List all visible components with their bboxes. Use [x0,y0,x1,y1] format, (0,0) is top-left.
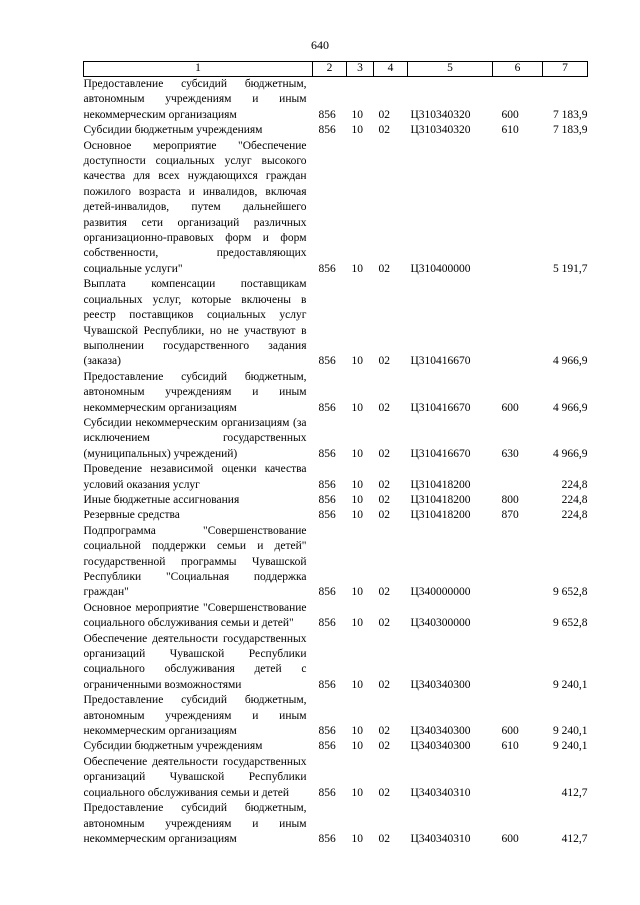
row-ministry: 856 [318,401,336,414]
row-target: Ц310416670 [410,355,471,368]
row-ministry: 856 [318,725,336,738]
table-row [84,693,588,739]
row-subsection: 02 [378,509,390,522]
row-section: 10 [351,617,363,630]
row-type [493,524,543,601]
row-ministry: 856 [318,617,336,630]
row-amount: 9 652,8 [553,586,588,599]
header-col-7: 7 [543,62,588,77]
row-amount: 224,8 [561,493,588,506]
row-subsection: 02 [378,355,390,368]
row-name: Проведение независимой оценки качества условий оказания услуг [83,463,307,491]
row-type: 870 [501,509,519,522]
row-subsection: 02 [378,493,390,506]
row-ministry: 856 [318,740,336,753]
header-row [84,62,588,77]
page-number: 640 [311,38,329,52]
row-subsection: 02 [378,678,390,691]
row-type [493,601,543,632]
row-amount: 9 240,1 [553,725,588,738]
row-section: 10 [351,586,363,599]
row-target: Ц340340300 [410,678,471,691]
row-name: Основное мероприятие "Совершенствование социального обслуживания семьи и детей" [83,601,307,630]
row-amount: 224,8 [561,509,588,522]
row-amount: 412,7 [561,786,588,799]
row-subsection: 02 [378,262,390,275]
row-type: 610 [501,740,519,753]
row-target: Ц310416670 [410,447,471,460]
row-target: Ц340340310 [410,832,471,845]
row-target: Ц310418200 [410,478,471,491]
row-subsection: 02 [378,786,390,799]
row-target: Ц310400000 [410,262,471,275]
header-col-1: 1 [84,62,313,77]
header-col-2: 2 [313,62,347,77]
row-type [493,755,543,801]
row-amount: 7 183,9 [553,124,588,137]
table-row [84,524,588,601]
row-amount: 4 966,9 [553,447,588,460]
table-row [84,739,588,754]
table-row [84,632,588,694]
row-section: 10 [351,493,363,506]
row-type: 800 [501,493,519,506]
row-name: Подпрограмма "Совершенствование социальной поддержки семьи и детей" государственной программы Чувашской Республики "Социальная поддержка граждан" [83,524,307,599]
row-subsection: 02 [378,725,390,738]
row-section: 10 [351,108,363,121]
row-amount: 4 966,9 [553,401,588,414]
row-name: Предоставление субсидий бюджетным, автономным учреждениям и иным некоммерческим организациям [83,78,307,121]
table-row [84,77,588,124]
row-target: Ц310418200 [410,493,471,506]
row-ministry: 856 [318,124,336,137]
row-section: 10 [351,725,363,738]
row-subsection: 02 [378,447,390,460]
row-amount: 7 183,9 [553,108,588,121]
row-type: 600 [501,832,519,845]
row-target: Ц340340300 [410,740,471,753]
row-ministry: 856 [318,447,336,460]
row-ministry: 856 [318,786,336,799]
row-target: Ц340340310 [410,786,471,799]
row-section: 10 [351,832,363,845]
table-row [84,508,588,523]
row-subsection: 02 [378,740,390,753]
row-subsection: 02 [378,586,390,599]
row-subsection: 02 [378,108,390,121]
row-subsection: 02 [378,401,390,414]
row-name: Обеспечение деятельности государственных организаций Чувашской Республики социального обслуживания детей с ограниченными возможностями [83,632,307,691]
row-subsection: 02 [378,832,390,845]
row-section: 10 [351,786,363,799]
row-type [493,462,543,493]
row-amount: 9 240,1 [553,678,588,691]
row-amount: 412,7 [561,832,588,845]
row-section: 10 [351,509,363,522]
row-subsection: 02 [378,124,390,137]
row-name: Иные бюджетные ассигнования [83,493,240,506]
row-name: Предоставление субсидий бюджетным, автономным учреждениям и иным некоммерческим организациям [83,802,307,845]
row-type: 600 [501,725,519,738]
row-type: 600 [501,401,519,414]
table-row [84,123,588,138]
row-amount: 224,8 [561,478,588,491]
row-name: Основное мероприятие "Обеспечение доступности социальных услуг высокого качества для всех нуждающихся граждан пожилого возраста и инвалидов, включая детей-инвалидов, путем дальнейшего развития сети организаций различных организационно-правовых форм и форм собственности, предоставляющих социальные услуги" [83,139,307,275]
row-name: Обеспечение деятельности государственных организаций Чувашской Республики социального обслуживания семьи и детей [83,755,307,799]
row-target: Ц340340300 [410,725,471,738]
row-subsection: 02 [378,478,390,491]
row-ministry: 856 [318,586,336,599]
table-row [84,801,588,847]
row-section: 10 [351,355,363,368]
header-col-5: 5 [408,62,493,77]
table-row [84,601,588,632]
table-row [84,493,588,508]
table-row [84,277,588,369]
row-amount: 9 652,8 [553,617,588,630]
row-amount: 4 966,9 [553,355,588,368]
row-type [493,139,543,278]
row-section: 10 [351,447,363,460]
row-ministry: 856 [318,832,336,845]
row-type: 610 [501,124,519,137]
row-target: Ц310418200 [410,509,471,522]
row-amount: 9 240,1 [553,740,588,753]
table-row [84,370,588,416]
row-section: 10 [351,740,363,753]
row-section: 10 [351,401,363,414]
row-section: 10 [351,124,363,137]
row-name: Субсидии бюджетным учреждениям [83,124,263,137]
row-ministry: 856 [318,493,336,506]
row-ministry: 856 [318,509,336,522]
row-section: 10 [351,262,363,275]
row-name: Субсидии некоммерческим организациям (за исключением государственных (муниципальных) учреждений) [83,416,307,460]
row-type: 600 [501,108,519,121]
row-ministry: 856 [318,678,336,691]
row-ministry: 856 [318,108,336,121]
table-row [84,139,588,278]
table-body [84,77,588,848]
row-type [493,632,543,694]
row-name: Предоставление субсидий бюджетным, автономным учреждениям и иным некоммерческим организациям [83,694,307,738]
row-section: 10 [351,678,363,691]
row-target: Ц340000000 [410,586,471,599]
budget-table [83,61,588,847]
row-target: Ц340300000 [410,617,471,630]
table-row [84,416,588,462]
row-name: Субсидии бюджетным учреждениям [83,740,263,753]
row-subsection: 02 [378,617,390,630]
row-ministry: 856 [318,478,336,491]
row-name: Предоставление субсидий бюджетным, автономным учреждениям и иным некоммерческим организациям [83,370,307,414]
table-row [84,462,588,493]
header-col-3: 3 [347,62,374,77]
row-target: Ц310340320 [410,124,471,137]
row-name: Выплата компенсации поставщикам социальных услуг, которые включены в реестр поставщиков социальных услуг Чувашской Республики, но не участвуют в выполнении государственного задания (заказа) [83,278,307,368]
header-col-4: 4 [374,62,408,77]
row-ministry: 856 [318,355,336,368]
header-col-6: 6 [493,62,543,77]
row-target: Ц310340320 [410,108,471,121]
row-target: Ц310416670 [410,401,471,414]
row-amount: 5 191,7 [553,262,588,275]
row-type [493,277,543,369]
row-ministry: 856 [318,262,336,275]
row-type: 630 [501,447,519,460]
row-section: 10 [351,478,363,491]
table-row [84,755,588,801]
row-name: Резервные средства [83,509,180,522]
